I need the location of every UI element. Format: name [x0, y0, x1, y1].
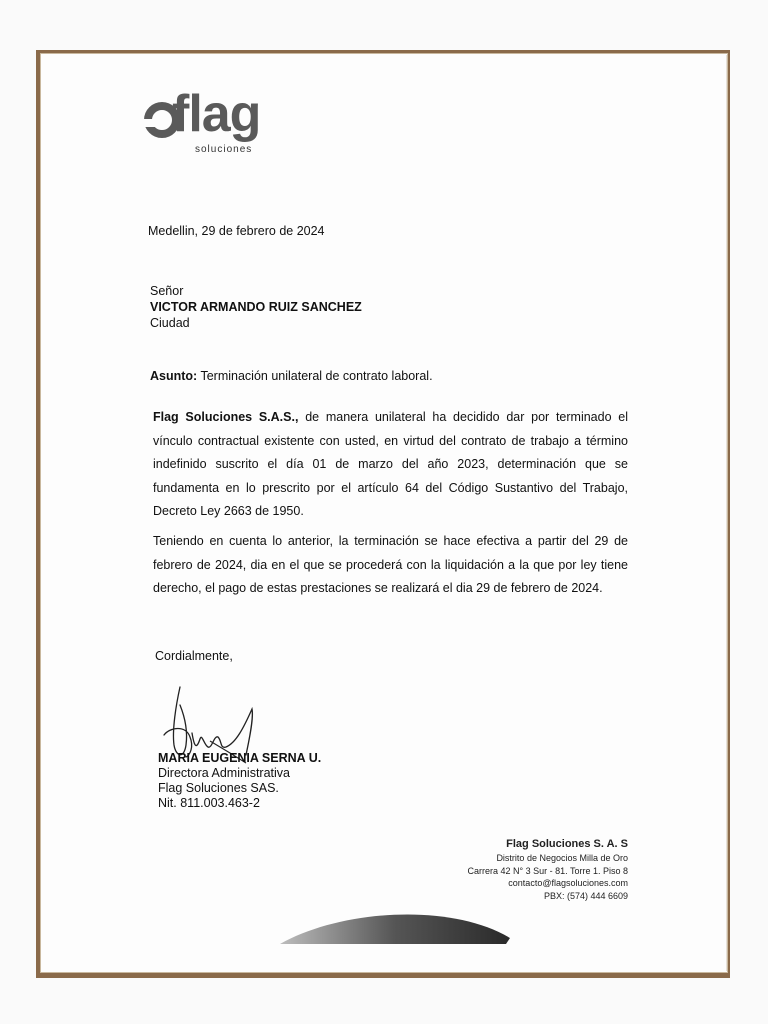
- signer-company: Flag Soluciones SAS.: [158, 781, 279, 795]
- footer-district: Distrito de Negocios Milla de Oro: [496, 853, 628, 863]
- signer-name: MARIA EUGENIA SERNA U.: [158, 751, 322, 765]
- recipient-salutation: Señor: [150, 284, 184, 298]
- footer-phone: PBX: (574) 444 6609: [543, 890, 628, 901]
- body-paragraph-2: Teniendo en cuenta lo anterior, la terminación se hace efectiva a partir del 29 de febrero de 2024, dia en el que se procederá con la liquidación a la que por ley tiene derecho, el pago de estas prestaciones se realizará el dia 29 de febrero de 2024.: [153, 534, 628, 595]
- logo-wordmark: flag: [172, 85, 261, 143]
- letter-date: Medellin, 29 de febrero de 2024: [148, 224, 325, 238]
- signer-block: [158, 751, 321, 811]
- footer-decorative-arc: [280, 902, 520, 950]
- footer-company: Flag Soluciones S. A. S: [506, 838, 628, 850]
- subject-text: Terminación unilateral de contrato laboral.: [200, 369, 433, 383]
- body-paragraph-1: [153, 406, 628, 524]
- recipient-city: Ciudad: [150, 316, 190, 330]
- paragraph-1-text: de manera unilateral ha decidido dar por terminado el vínculo contractual existente con usted, en virtud del contrato de trabajo a término indefinido suscrito el día 01 de marzo del año 2023, determinación que se fundamenta en lo prescrito por el artículo 64 del Código Sustantivo del Trabajo, Decreto Ley 2663 de 1950.: [153, 410, 629, 518]
- signer-title: Directora Administrativa: [158, 766, 290, 780]
- closing: Cordialmente,: [155, 649, 233, 663]
- footer-address: Carrera 42 N° 3 Sur - 81. Torre 1. Piso 8: [467, 865, 628, 876]
- logo-subtitle: soluciones: [195, 144, 253, 155]
- subject-line: [150, 368, 433, 384]
- recipient-block: [150, 283, 362, 331]
- signer-nit: Nit. 811.003.463-2: [158, 796, 260, 810]
- recipient-name: VICTOR ARMANDO RUIZ SANCHEZ: [150, 300, 362, 314]
- company-logo: [142, 85, 302, 164]
- subject-label: Asunto:: [150, 369, 198, 383]
- company-name-bold: Flag Soluciones S.A.S.,: [153, 410, 299, 424]
- footer-email: contacto@flagsoluciones.com: [508, 878, 628, 888]
- footer-contact: [440, 836, 628, 902]
